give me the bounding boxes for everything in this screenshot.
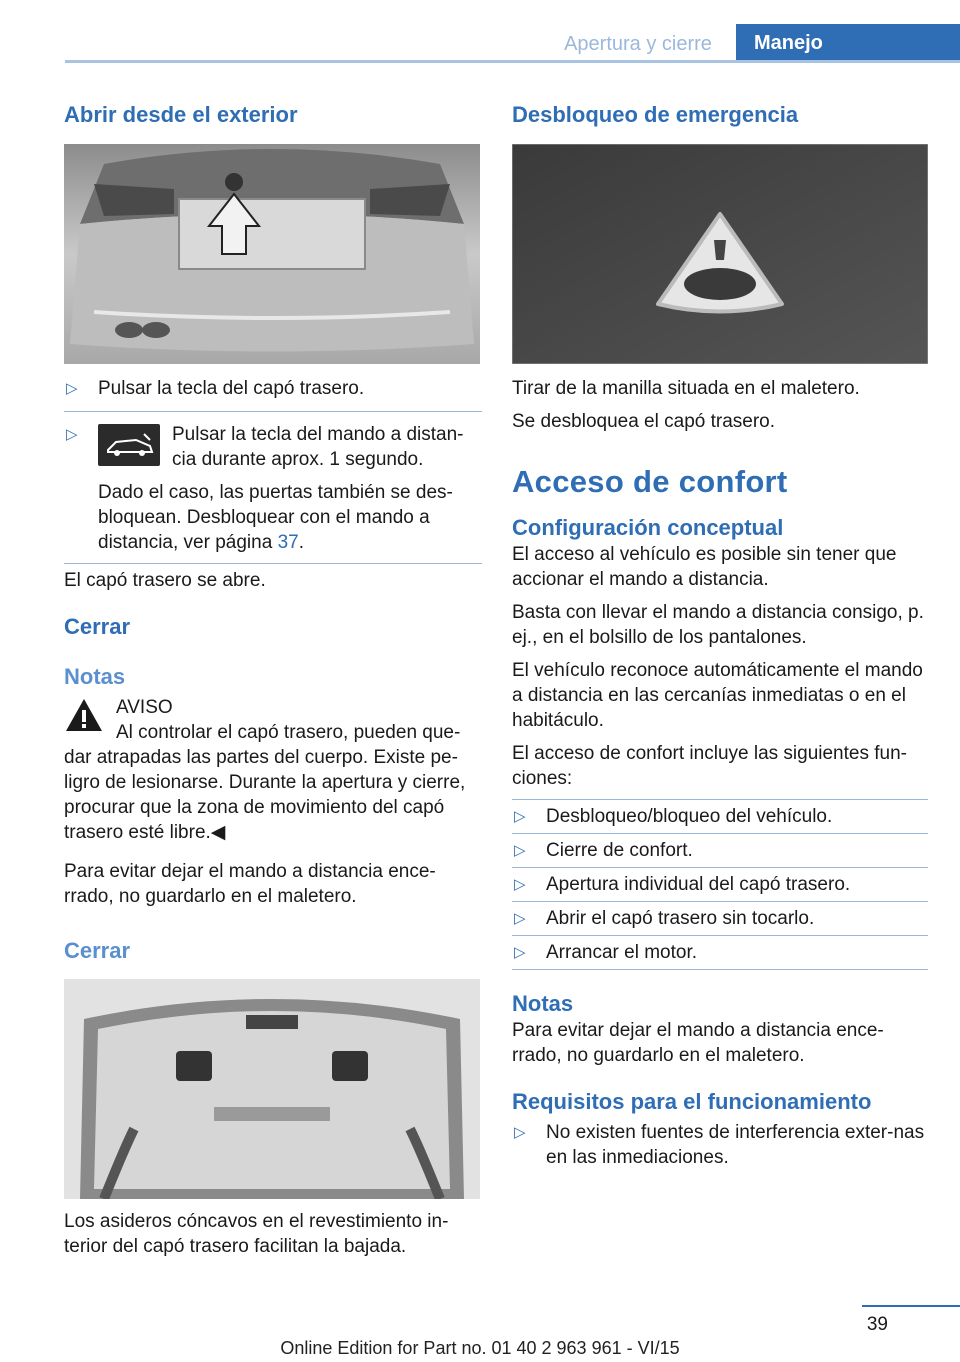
header-section: Apertura y cierre bbox=[564, 33, 712, 55]
page-number: 39 bbox=[866, 1314, 888, 1335]
divider bbox=[64, 411, 482, 412]
paragraph: El vehículo reconoce automáticamente el mando a distancia en las cercanías inmediatas o en el habitáculo. bbox=[512, 660, 923, 731]
heading-comfort-access: Acceso de confort bbox=[512, 464, 788, 499]
divider bbox=[512, 969, 928, 970]
triangle-bullet-icon: ▷ bbox=[514, 910, 526, 927]
heading-close: Cerrar bbox=[64, 614, 131, 639]
warning-block bbox=[64, 695, 482, 745]
note-key-text: Para evitar dejar el mando a distancia ence‐rrado, no guardarlo en el maletero. bbox=[64, 861, 436, 907]
triangle-bullet-icon: ▷ bbox=[514, 808, 526, 825]
triangle-bullet-icon: ▷ bbox=[514, 842, 526, 859]
left-column bbox=[64, 100, 482, 1259]
photo-rear-trunk bbox=[64, 144, 480, 364]
heading-emergency-release: Desbloqueo de emergencia bbox=[512, 102, 799, 127]
note-text: Para evitar dejar el mando a distancia ence‐rrado, no guardarlo en el maletero. bbox=[512, 1020, 884, 1066]
header-chapter-tab[interactable]: Manejo bbox=[736, 24, 960, 62]
photo-emergency-handle bbox=[512, 144, 928, 364]
warning-text-first: Al controlar el capó trasero, pueden que‐ bbox=[116, 722, 461, 743]
heading-requirements: Requisitos para el funcionamiento bbox=[512, 1089, 872, 1114]
paragraph: El acceso al vehículo es posible sin tener que accionar el mando a distancia. bbox=[512, 544, 897, 590]
list-item: ▷ No existen fuentes de interferencia exter‐nas en las inmediaciones. bbox=[514, 1122, 925, 1168]
footer-rule bbox=[862, 1305, 960, 1307]
heading-open-outside: Abrir desde el exterior bbox=[64, 102, 298, 127]
list-item: ▷ Apertura individual del capó trasero. bbox=[514, 874, 851, 895]
list-item: ▷ Pulsar la tecla del capó trasero. bbox=[66, 378, 365, 399]
triangle-bullet-icon: ▷ bbox=[66, 380, 78, 397]
right-column bbox=[512, 100, 928, 1170]
paragraph: El acceso de confort incluye las siguientes fun‐ciones: bbox=[512, 743, 907, 789]
divider bbox=[512, 833, 928, 834]
header-rule bbox=[65, 60, 960, 63]
heading-notes: Notas bbox=[512, 991, 574, 1016]
pull-handle-text: Tirar de la manilla situada en el maletero. bbox=[512, 378, 860, 399]
triangle-bullet-icon: ▷ bbox=[514, 944, 526, 961]
heading-notes: Notas bbox=[64, 664, 126, 689]
list-item: ▷ Abrir el capó trasero sin tocarlo. bbox=[514, 908, 815, 929]
handles-text: Los asideros cóncavos en el revestimiento in‐terior del capó trasero facilitan la bajada. bbox=[64, 1211, 449, 1257]
remote-trunk-button-icon bbox=[98, 424, 160, 466]
paragraph: Basta con llevar el mando a distancia consigo, p. ej., en el bolsillo de los pantalones. bbox=[512, 602, 924, 648]
warning-triangle-icon bbox=[64, 697, 104, 733]
divider bbox=[64, 563, 482, 564]
triangle-bullet-icon: ▷ bbox=[514, 1124, 526, 1141]
warning-text: dar atrapadas las partes del cuerpo. Existe pe‐ligro de lesionarse. Durante la apertura y cierre, procurar que la zona de movimiento del capó trasero esté libre.◀ bbox=[64, 747, 466, 843]
divider bbox=[512, 935, 928, 936]
page-link[interactable]: 37 bbox=[277, 532, 299, 553]
triangle-bullet-icon: ▷ bbox=[66, 426, 78, 443]
heading-close-2: Cerrar bbox=[64, 938, 131, 963]
list-item: ▷ Cierre de confort. bbox=[514, 840, 693, 861]
warning-title: AVISO bbox=[116, 697, 173, 718]
trunk-unlocked-text: Se desbloquea el capó trasero. bbox=[512, 411, 776, 432]
divider bbox=[512, 867, 928, 868]
photo-trunk-lid-inside bbox=[64, 979, 480, 1199]
list-item: ▷ Desbloqueo/bloqueo del vehículo. bbox=[514, 806, 833, 827]
divider bbox=[512, 799, 928, 800]
heading-concept: Configuración conceptual bbox=[512, 515, 784, 540]
divider bbox=[512, 901, 928, 902]
functions-list bbox=[512, 799, 928, 970]
triangle-bullet-icon: ▷ bbox=[514, 876, 526, 893]
footer-edition: Online Edition for Part no. 01 40 2 963 961 - VI/15 bbox=[280, 1338, 680, 1358]
trunk-opens-text: El capó trasero se abre. bbox=[64, 570, 266, 591]
list-item: ▷ Pulsar la tecla del mando a distan‐cia durante aprox. 1 segundo. bbox=[66, 424, 464, 470]
list-item: ▷ Arrancar el motor. bbox=[514, 942, 697, 963]
bullet-note: Dado el caso, las puertas también se des‐bloquean. Desbloquear con el mando a distancia, ver página 37. bbox=[98, 482, 453, 553]
